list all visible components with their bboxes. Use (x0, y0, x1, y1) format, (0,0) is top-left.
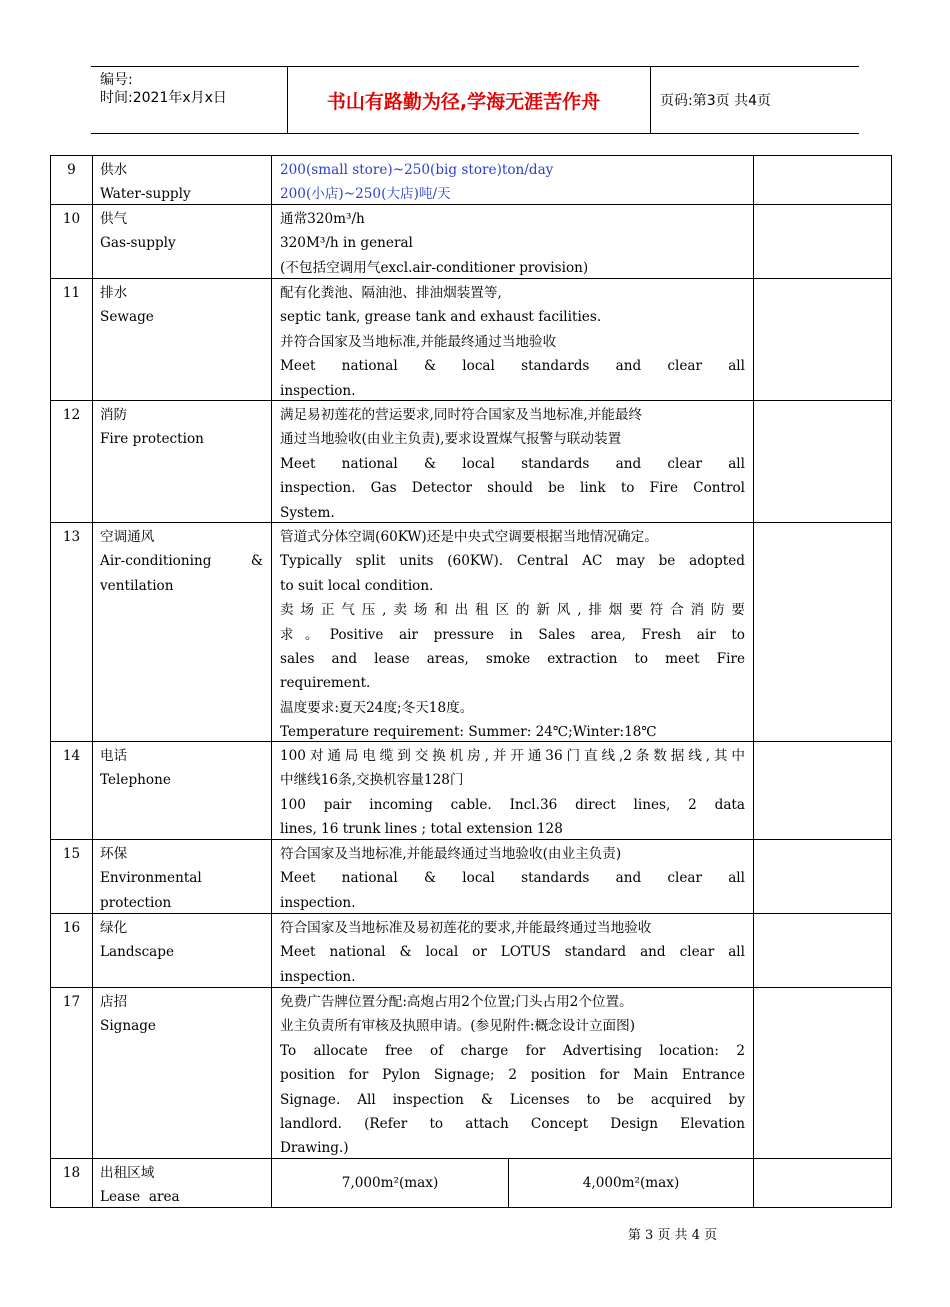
page-footer (0, 1224, 950, 1243)
row-name: 消防 Fire protection (100, 407, 204, 448)
row-number: 11 (62, 285, 81, 301)
row-description: 管道式分体空调(60KW)还是中央式空调要根据当地情况确定。 Typically split units (60KW). Central AC may be adopted to suit local condition. 卖场正气压,卖场和出租区的新风,排烟要符合消防要 求。Positive air pressure in Sales area, Fresh air to sales and lease areas, smoke extraction to meet Fire requirement. 温度要求:夏天24度;冬天18度。 Temperature requirement: Summer: 24℃;Winter:18℃ (280, 529, 745, 741)
lease-area-value-small: 4,000m²(max) (582, 1174, 680, 1191)
table-row (51, 914, 891, 988)
row-name: 出租区域 Lease area (100, 1165, 180, 1206)
page-header (91, 66, 859, 134)
row-description: 200(small store)~250(big store)ton/day 200(小店)~250(大店)吨/天 (280, 162, 554, 203)
row-number: 16 (62, 920, 81, 936)
table-row (51, 840, 891, 914)
row-description: 符合国家及当地标准及易初莲花的要求,并能最终通过当地验收 Meet national & local or LOTUS standard and clear all inspection. (280, 920, 745, 985)
table-row (51, 523, 891, 742)
row-number: 18 (62, 1165, 81, 1181)
spec-table (50, 155, 892, 1208)
table-row (51, 401, 891, 523)
row-name: 排水 Sewage (100, 285, 154, 326)
header-page-label: 页码:第3页 共4页 (660, 93, 771, 109)
row-number: 13 (62, 529, 81, 545)
table-row (51, 1159, 891, 1208)
row-name: 空调通风 Air-conditioning & ventilation (100, 529, 263, 594)
row-extra (754, 401, 891, 522)
row-description: 通常320m³/h 320M³/h in general (不包括空调用气excl.air-conditioner provision) (280, 211, 589, 276)
row-extra (754, 523, 891, 741)
row-extra (754, 914, 891, 987)
row-description: 100对通局电缆到交换机房,并开通36门直线,2条数据线,其中 中继线16条,交换机容量128门 100 pair incoming cable. Incl.36 direct lines, 2 data lines, 16 trunk lines ; total extension 128 (280, 748, 745, 838)
row-extra (754, 279, 891, 400)
table-row (51, 156, 891, 205)
row-extra (754, 742, 891, 839)
table-row (51, 988, 891, 1159)
row-number: 15 (62, 846, 81, 862)
row-name: 供水 Water-supply (100, 162, 191, 203)
row-extra (754, 156, 891, 204)
row-extra (754, 988, 891, 1158)
row-description: 满足易初莲花的营运要求,同时符合国家及当地标准,并能最终 通过当地验收(由业主负责),要求设置煤气报警与联动装置 Meet national & local standards and clear all inspection. Gas Detector should be link to Fire Control System. (280, 407, 745, 521)
row-description: 符合国家及当地标准,并能最终通过当地验收(由业主负责) Meet national & local standards and clear all inspection. (280, 846, 745, 911)
table-row (51, 279, 891, 401)
table-row (51, 205, 891, 279)
row-extra (754, 205, 891, 278)
row-name: 电话 Telephone (100, 748, 171, 789)
row-name: 店招 Signage (100, 994, 156, 1035)
row-number: 14 (62, 748, 81, 764)
row-name: 环保 Environmental protection (100, 846, 202, 911)
row-number: 12 (62, 407, 81, 423)
row-name: 绿化 Landscape (100, 920, 175, 961)
row-number: 17 (62, 994, 81, 1010)
row-description: 免费广告牌位置分配:高炮占用2个位置;门头占用2个位置。 业主负责所有审核及执照申请。(参见附件:概念设计立面图) To allocate free of charge for Advertising location: 2 position for Pylon Signage; 2 position for Main Entrance Signage. All inspection & Licenses to be acquired by landlord. (Refer to attach Concept Design Elevation Drawing.) (280, 994, 745, 1157)
table-row (51, 742, 891, 840)
number-label: 编号: (100, 72, 133, 88)
row-number: 9 (67, 162, 76, 178)
footer-page-number: 第 3 页 共 4 页 (627, 1228, 718, 1243)
header-meta (100, 71, 227, 107)
header-motto: 书山有路勤为径,学海无涯苦作舟 (326, 90, 601, 113)
lease-area-value-big: 7,000m²(max) (341, 1174, 439, 1191)
row-name: 供气 Gas-supply (100, 211, 176, 252)
row-number: 10 (62, 211, 81, 227)
row-description: 配有化粪池、隔油池、排油烟装置等, septic tank, grease tank and exhaust facilities. 并符合国家及当地标准,并能最终通过当地验收 Meet national & local standards and clear all inspection. (280, 285, 745, 399)
row-extra (754, 840, 891, 913)
time-label: 时间:2021年x月x日 (100, 90, 227, 106)
row-extra (754, 1159, 891, 1207)
